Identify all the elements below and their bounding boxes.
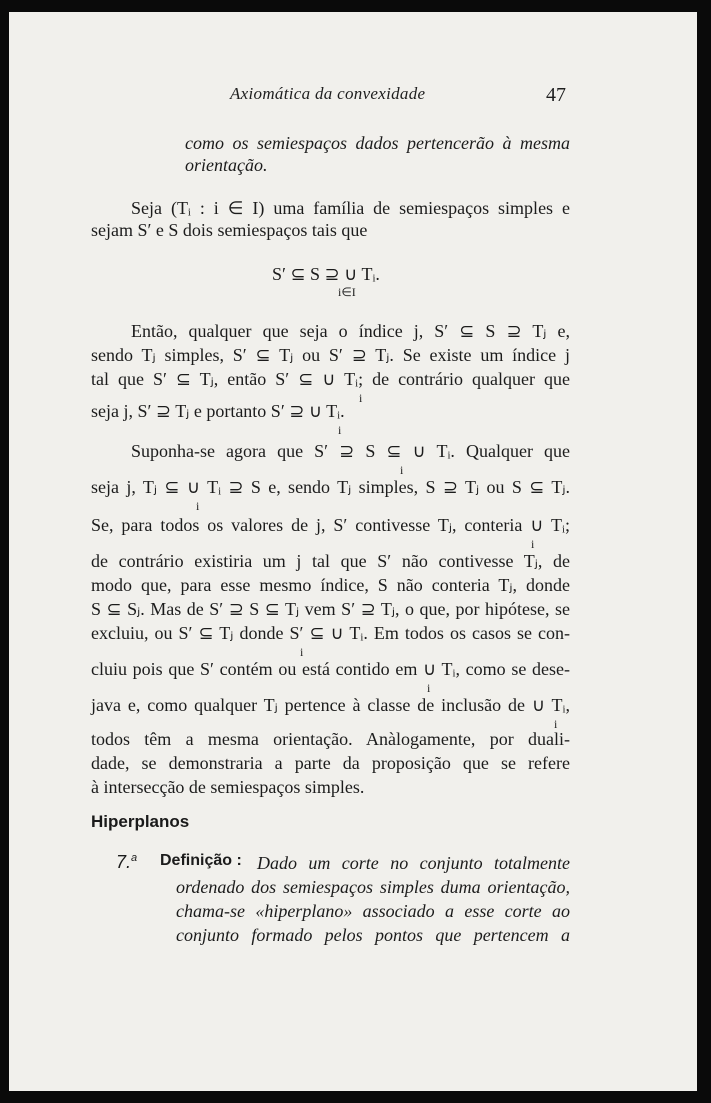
text-line: cluiu pois que S′ contém ou está contido em ∪ Tᵢ, como se dese- [91, 659, 570, 679]
index-subscript: i [554, 717, 558, 731]
text-line: sejam S′ e S dois semiespaços tais que [91, 220, 368, 240]
index-subscript: i [427, 681, 431, 695]
definition-line: chama-se «hiperplano» associado a esse corte ao [176, 901, 570, 921]
text-line: de contrário existiria um j tal que S′ não contivesse Tⱼ, de [91, 551, 570, 571]
text-line: como os semiespaços dados pertencerão à mesma [185, 133, 570, 153]
index-subscript: i [300, 645, 304, 659]
text-line: à intersecção de semiespaços simples. [91, 777, 365, 797]
index-subscript: i [531, 537, 535, 551]
text-line: sendo Tⱼ simples, S′ ⊆ Tⱼ ou S′ ⊇ Tⱼ. Se existe um índice j [91, 345, 570, 365]
running-title: Axiomática da convexidade [230, 84, 426, 103]
text-line: Se, para todos os valores de j, S′ contivesse Tⱼ, conteria ∪ Tᵢ; [91, 515, 570, 535]
definition-number: 7.$^a$ [116, 852, 138, 872]
text-line: tal que S′ ⊆ Tⱼ, então S′ ⊆ ∪ Tᵢ; de contrário qualquer que [91, 369, 570, 389]
formula-subscript: i∈I [338, 285, 356, 299]
text-line: dade, se demonstraria a parte da proposição que se refere [91, 753, 570, 773]
text-line: excluiu, ou S′ ⊆ Tⱼ donde S′ ⊆ ∪ Tᵢ. Em todos os casos se con- [91, 623, 570, 643]
text-line: java e, como qualquer Tⱼ pertence à classe de inclusão de ∪ Tᵢ, [91, 695, 570, 715]
display-formula: S′ ⊆ S ⊇ ∪ Tᵢ. [272, 264, 380, 284]
definition-label: Definição : [160, 852, 242, 869]
text-line: modo que, para esse mesmo índice, S não conteria Tⱼ, donde [91, 575, 570, 595]
text-line: seja j, S′ ⊇ Tⱼ e portanto S′ ⊇ ∪ Tᵢ. [91, 401, 345, 421]
text-line: Seja (Tᵢ : i ∈ I) uma família de semiespaços simples e [131, 198, 570, 218]
page-number: 47 [546, 84, 566, 106]
index-subscript: i [400, 463, 404, 477]
text-line: seja j, Tⱼ ⊆ ∪ Tᵢ ⊇ S e, sendo Tⱼ simples, S ⊇ Tⱼ ou S ⊆ Tⱼ. [91, 477, 570, 497]
section-heading: Hiperplanos [91, 812, 190, 831]
definition-line: ordenado dos semiespaços simples duma orientação, [176, 877, 570, 897]
index-subscript: i [338, 423, 342, 437]
definition-line: conjunto formado pelos pontos que pertencem a [176, 925, 570, 945]
definition-line: Dado um corte no conjunto totalmente [257, 853, 570, 873]
text-line: todos têm a mesma orientação. Anàlogamente, por duali- [91, 729, 570, 749]
index-subscript: i [196, 499, 200, 513]
text-line: orientação. [185, 155, 268, 175]
text-line: Suponha-se agora que S′ ⊇ S ⊆ ∪ Tᵢ. Qualquer que [131, 441, 570, 461]
index-subscript: i [359, 391, 363, 405]
text-line: S ⊆ Sⱼ. Mas de S′ ⊇ S ⊆ Tⱼ vem S′ ⊇ Tⱼ, o que, por hipótese, se [91, 599, 570, 619]
text-line: Então, qualquer que seja o índice j, S′ ⊆ S ⊇ Tⱼ e, [131, 321, 570, 341]
